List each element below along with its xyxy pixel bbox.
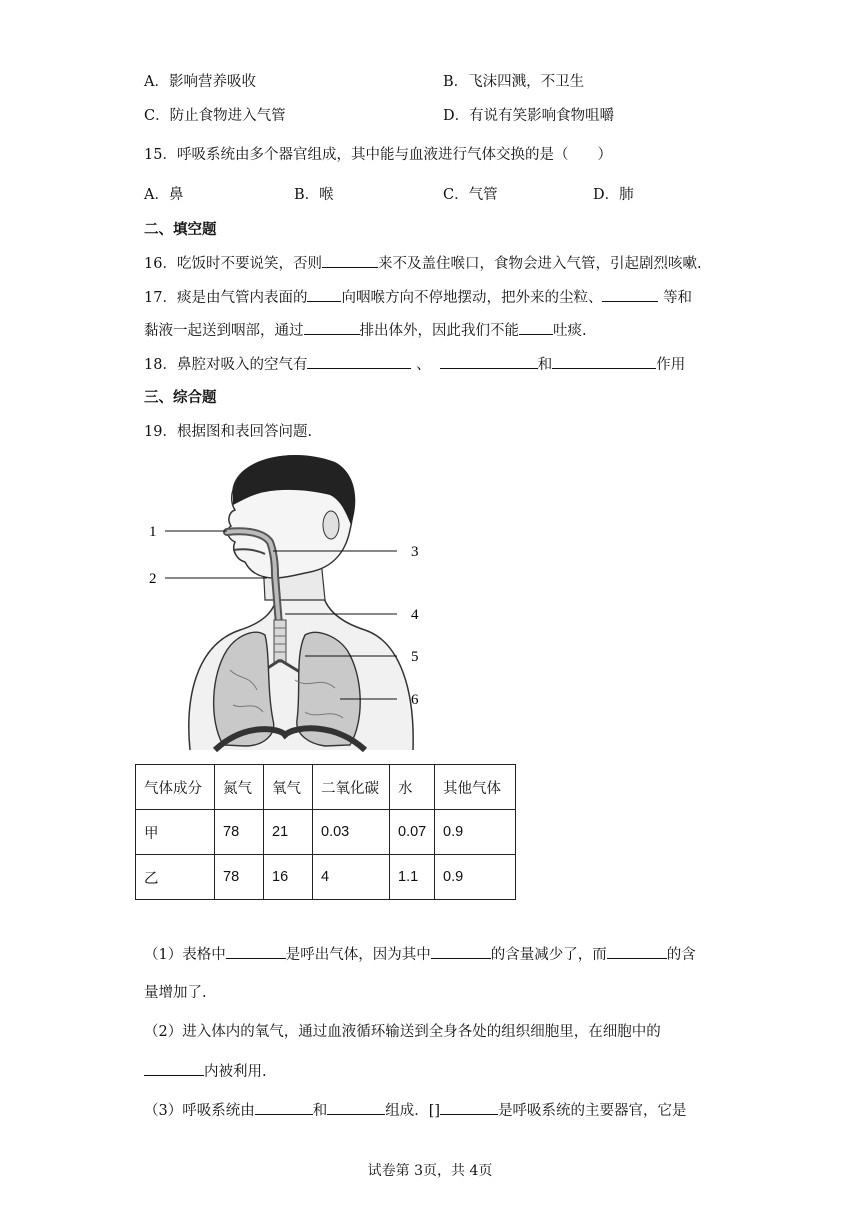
q19-sub2-line-2 — [144, 1061, 267, 1082]
q14-option-d: D．有说有笑影响食物咀嚼 — [443, 108, 615, 124]
page-footer: 试卷第 3页，共 4页 — [367, 1163, 493, 1179]
q17-text-3: 等和 — [663, 290, 693, 306]
q18-text-1: 18．鼻腔对吸入的空气有 — [144, 357, 308, 373]
table-header-cell: 其他气体 — [435, 765, 516, 810]
q19-sub1-line-1 — [144, 944, 696, 965]
respiratory-diagram — [145, 450, 435, 752]
sub1-text-3: 的含量减少了，而 — [490, 947, 607, 963]
answer-blank[interactable] — [440, 1100, 498, 1115]
figure-label-6: 6 — [411, 692, 419, 708]
table-cell: 78 — [215, 855, 264, 900]
q19-sub2-line-1: （2）进入体内的氧气，通过血液循环输送到全身各处的组织细胞里，在细胞中的 — [144, 1024, 661, 1040]
table-header-cell: 二氧化碳 — [313, 765, 390, 810]
table-cell: 乙 — [136, 855, 215, 900]
sub3-text-3: 组成．[] — [385, 1103, 441, 1119]
sub1-text-1: （1）表格中 — [144, 947, 226, 963]
q15-stem: 15．呼吸系统由多个器官组成，其中能与血液进行气体交换的是（ ） — [144, 147, 612, 163]
q15-option-b: B．喉 — [294, 187, 334, 203]
answer-blank[interactable] — [607, 944, 667, 959]
sub3-text-4: 是呼吸系统的主要器官，它是 — [498, 1103, 687, 1119]
table-header-cell: 水 — [390, 765, 435, 810]
q17-text-1: 17．痰是由气管内表面的 — [144, 290, 308, 306]
figure-label-3: 3 — [411, 544, 419, 560]
answer-blank[interactable] — [440, 354, 538, 369]
answer-blank[interactable] — [552, 354, 656, 369]
table-row — [136, 855, 516, 900]
table-header-cell: 气体成分 — [136, 765, 215, 810]
section-title-comprehensive: 三、综合题 — [144, 389, 217, 406]
sub2-text-2: 内被利用. — [204, 1064, 267, 1080]
q19-sub3-line-1 — [144, 1100, 687, 1121]
answer-blank[interactable] — [144, 1061, 204, 1076]
q15-option-a: A．鼻 — [144, 187, 184, 203]
q18 — [144, 354, 685, 375]
answer-blank[interactable] — [304, 320, 360, 335]
q15-option-c: C．气管 — [443, 187, 498, 203]
q16 — [144, 253, 702, 274]
q17-text-4: 黏液一起送到咽部，通过 — [144, 323, 304, 339]
table-cell: 16 — [264, 855, 313, 900]
answer-blank[interactable] — [327, 1100, 385, 1115]
table-cell: 21 — [264, 810, 313, 855]
q17-line-2 — [144, 320, 587, 341]
table-cell: 0.07 — [390, 810, 435, 855]
answer-blank[interactable] — [307, 354, 411, 369]
table-header-cell: 氮气 — [215, 765, 264, 810]
q16-text-1: 16．吃饭时不要说笑，否则 — [144, 256, 322, 272]
table-cell: 甲 — [136, 810, 215, 855]
section-title-fill-in: 二、填空题 — [144, 221, 217, 238]
q19-sub1-line-2: 量增加了. — [144, 985, 207, 1001]
gas-composition-table — [135, 764, 516, 900]
q16-text-2: 来不及盖住喉口，食物会进入气管，引起剧烈咳嗽. — [377, 256, 702, 272]
sub3-text-1: （3）呼吸系统由 — [144, 1103, 255, 1119]
sub1-text-2: 是呼出气体，因为其中 — [285, 947, 431, 963]
q14-option-b: B．飞沫四溅，不卫生 — [443, 74, 585, 90]
q18-text-3: 和 — [537, 357, 553, 373]
table-cell: 4 — [313, 855, 390, 900]
table-cell: 0.9 — [435, 810, 516, 855]
answer-blank[interactable] — [519, 320, 553, 335]
q17-text-6: 吐痰. — [553, 323, 587, 339]
table-header-row — [136, 765, 516, 810]
respiratory-system-figure — [145, 450, 435, 752]
answer-blank[interactable] — [307, 287, 341, 302]
table-row — [136, 810, 516, 855]
table-cell: 0.9 — [435, 855, 516, 900]
answer-blank[interactable] — [255, 1100, 313, 1115]
figure-label-2: 2 — [149, 571, 157, 587]
table-cell: 0.03 — [313, 810, 390, 855]
sub1-text-4: 的含 — [666, 947, 696, 963]
answer-blank[interactable] — [602, 287, 658, 302]
q14-option-a: A．影响营养吸收 — [144, 74, 256, 90]
q15-option-d: D．肺 — [593, 187, 634, 203]
figure-label-1: 1 — [149, 524, 157, 540]
q17-text-2: 向咽喉方向不停地摆动，把外来的尘粒、 — [341, 290, 603, 306]
table-header-cell: 氧气 — [264, 765, 313, 810]
q17-text-5: 排出体外，因此我们不能 — [359, 323, 519, 339]
sub3-text-2: 和 — [312, 1103, 328, 1119]
q14-option-c: C．防止食物进入气管 — [144, 108, 286, 124]
q18-text-4: 作用 — [656, 357, 686, 373]
table-cell: 78 — [215, 810, 264, 855]
table-cell: 1.1 — [390, 855, 435, 900]
answer-blank[interactable] — [226, 944, 286, 959]
answer-blank[interactable] — [322, 253, 378, 268]
q18-text-2: 、 — [416, 357, 431, 373]
figure-label-4: 4 — [411, 607, 419, 623]
q19-stem: 19．根据图和表回答问题. — [144, 424, 313, 440]
q17-line-1 — [144, 287, 692, 308]
answer-blank[interactable] — [431, 944, 491, 959]
figure-label-5: 5 — [411, 649, 419, 665]
